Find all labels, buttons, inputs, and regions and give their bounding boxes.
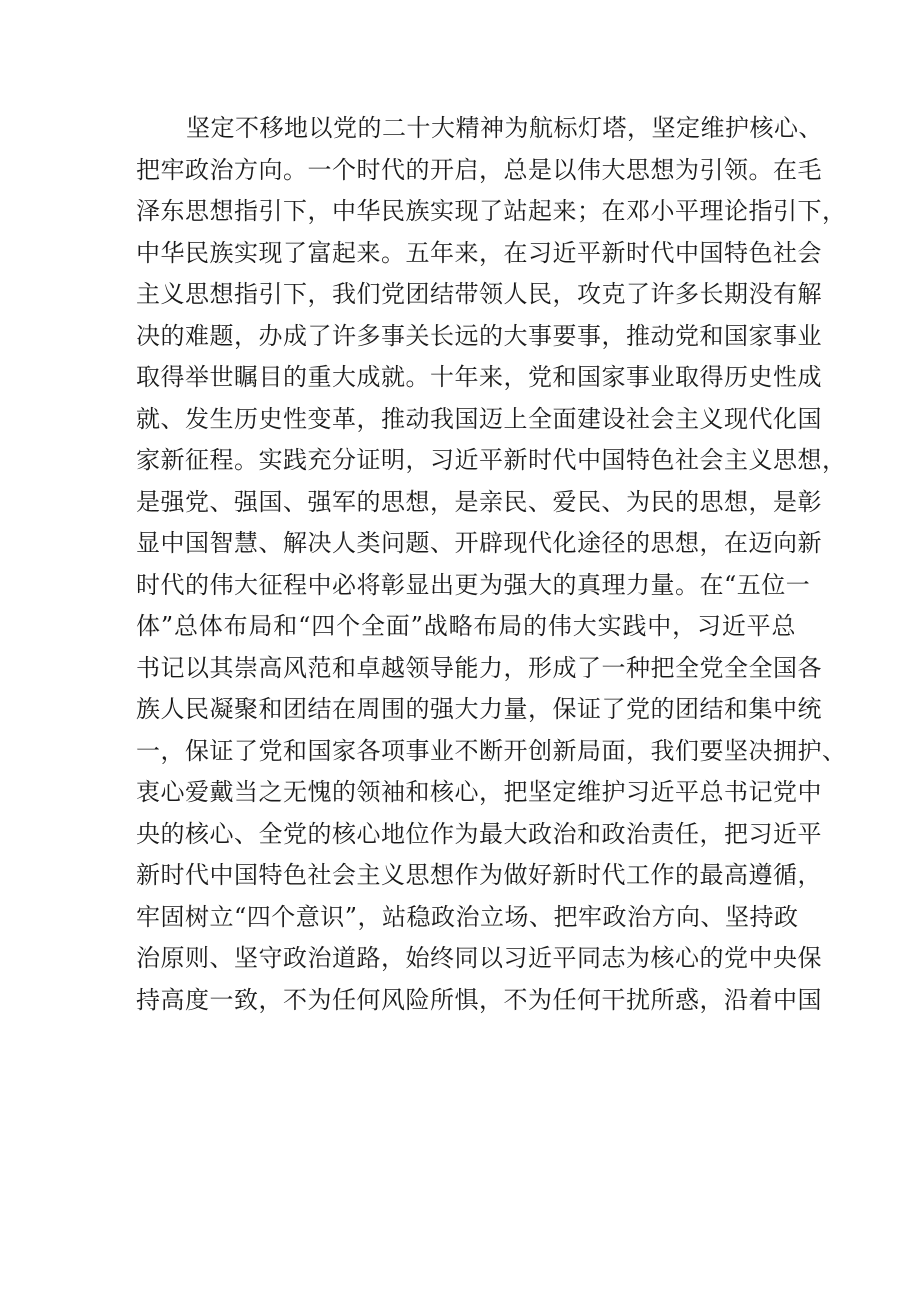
paragraph-line: 家新征程。实践充分证明，习近平新时代中国特色社会主义思想， xyxy=(136,446,847,474)
paragraph-line: 持高度一致，不为任何风险所惧，不为任何干扰所惑，沿着中国 xyxy=(136,985,822,1014)
paragraph-line: 衷心爱戴当之无愧的领袖和核心，把坚定维护习近平总书记党中 xyxy=(136,778,822,806)
paragraph-line: 时代的伟大征程中必将彰显出更为强大的真理力量。在“五位一 xyxy=(136,570,811,599)
paragraph-line: 治原则、坚守政治道路，始终同以习近平同志为核心的党中央保 xyxy=(136,944,822,972)
paragraph-line: 取得举世瞩目的重大成就。十年来，党和国家事业取得历史性成 xyxy=(136,363,822,391)
paragraph-line: 族人民凝聚和团结在周围的强大力量，保证了党的团结和集中统 xyxy=(136,695,822,723)
paragraph-line: 牢固树立“四个意识”，站稳政治立场、把牢政治方向、坚持政 xyxy=(136,902,799,931)
paragraph-line: 央的核心、全党的核心地位作为最大政治和政治责任，把习近平 xyxy=(136,819,822,848)
paragraph-line: 把牢政治方向。一个时代的开启，总是以伟大思想为引领。在毛 xyxy=(136,155,822,184)
paragraph-line: 体”总体布局和“四个全面”战略布局的伟大实践中，习近平总 xyxy=(136,612,796,640)
paragraph-line: 新时代中国特色社会主义思想作为做好新时代工作的最高遵循， xyxy=(136,861,822,889)
paragraph-line: 主义思想指引下，我们党团结带领人民，攻克了许多长期没有解 xyxy=(136,280,822,308)
paragraph-line: 一，保证了党和国家各项事业不断开创新局面，我们要坚决拥护、 xyxy=(136,736,847,765)
paragraph-line: 泽东思想指引下，中华民族实现了站起来；在邓小平理论指引下， xyxy=(136,197,847,225)
paragraph-line: 决的难题，办成了许多事关长远的大事要事，推动党和国家事业 xyxy=(136,321,822,350)
paragraph-line: 中华民族实现了富起来。五年来，在习近平新时代中国特色社会 xyxy=(136,238,822,267)
paragraph-line: 书记以其崇高风范和卓越领导能力，形成了一种把全党全全国各 xyxy=(136,653,822,682)
paragraph-line: 坚定不移地以党的二十大精神为航标灯塔，坚定维护核心、 xyxy=(186,114,823,142)
paragraph-line: 就、发生历史性变革，推动我国迈上全面建设社会主义现代化国 xyxy=(136,404,822,433)
paragraph-line: 是强党、强国、强军的思想，是亲民、爱民、为民的思想，是彰 xyxy=(136,487,822,516)
body-paragraph xyxy=(136,108,847,1021)
paragraph-line: 显中国智慧、解决人类问题、开辟现代化途径的思想，在迈向新 xyxy=(136,529,822,557)
